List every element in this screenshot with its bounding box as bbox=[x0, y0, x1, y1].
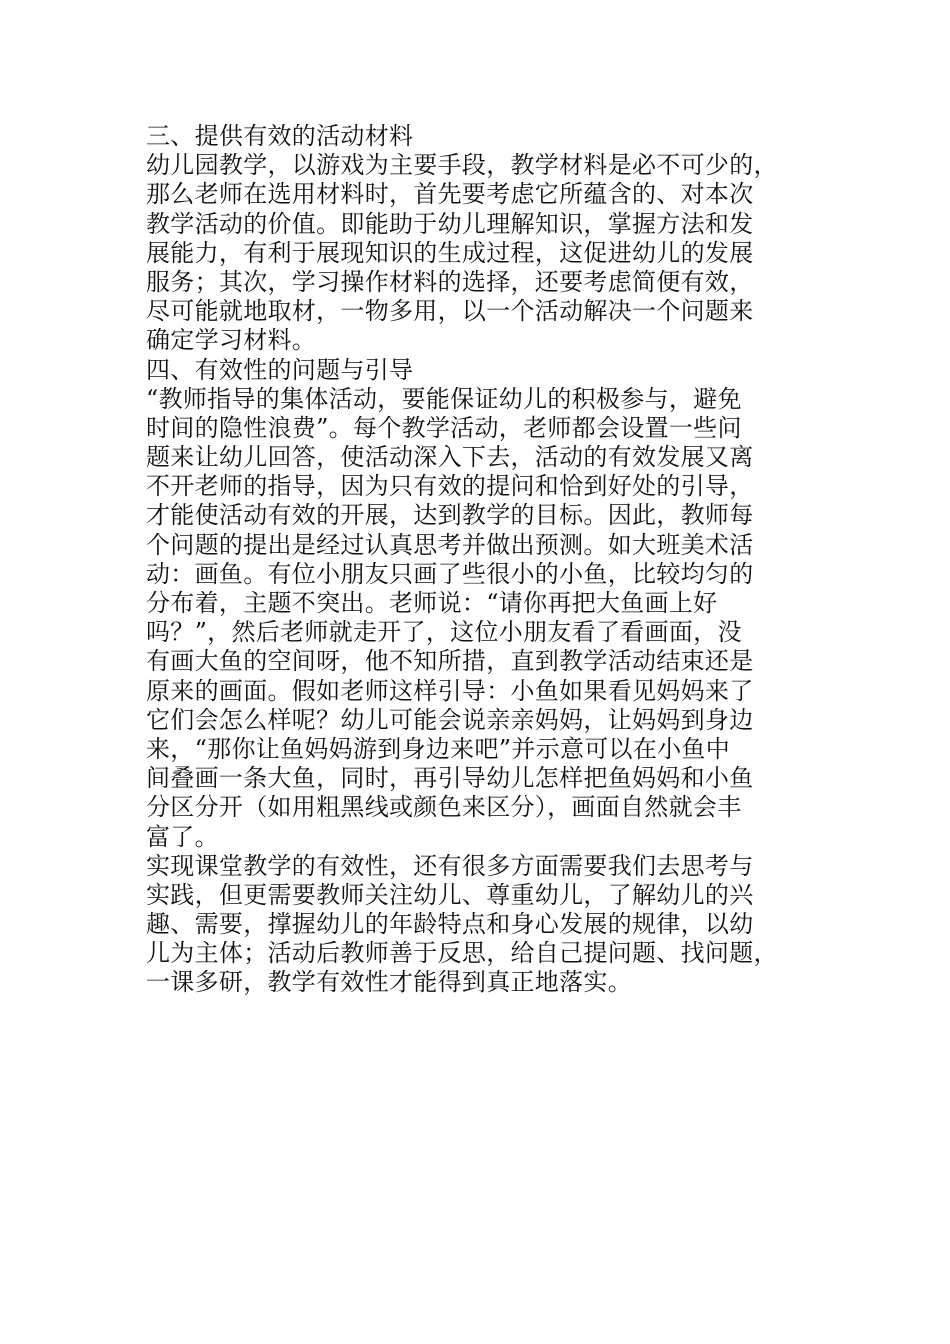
paragraph-line: 儿为主体；活动后教师善于反思，给自己提问题、找问题， bbox=[146, 939, 778, 968]
paragraph-line: 个问题的提出是经过认真思考并做出预测。如大班美术活 bbox=[146, 530, 754, 559]
paragraph-line: 吗？”，然后老师就走开了，这位小朋友看了看画面，没 bbox=[146, 618, 742, 647]
section-heading-4: 四、有效性的问题与引导 bbox=[146, 355, 414, 384]
paragraph-line: 时间的隐性浪费”。每个教学活动，老师都会设置一些问 bbox=[146, 413, 742, 442]
paragraph-line: 教学活动的价值。即能助于幼儿理解知识，掌握方法和发 bbox=[146, 209, 754, 238]
paragraph-line: 有画大鱼的空间呀，他不知所措，直到教学活动结束还是 bbox=[146, 647, 754, 676]
paragraph-line: 幼儿园教学，以游戏为主要手段，教学材料是必不可少的， bbox=[146, 151, 778, 180]
paragraph-line: 动：画鱼。有位小朋友只画了些很小的小鱼，比较均匀的 bbox=[146, 559, 754, 588]
paragraph-line: 一课多研，教学有效性才能得到真正地落实。 bbox=[146, 968, 632, 997]
paragraph-line: 实践，但更需要教师关注幼儿、尊重幼儿，了解幼儿的兴 bbox=[146, 880, 754, 909]
paragraph-line: 原来的画面。假如老师这样引导：小鱼如果看见妈妈来了 bbox=[146, 676, 754, 705]
paragraph-line: 题来让幼儿回答，使活动深入下去，活动的有效发展又离 bbox=[146, 443, 754, 472]
paragraph-line: 展能力，有利于展现知识的生成过程，这促进幼儿的发展 bbox=[146, 238, 754, 267]
paragraph-line: 服务；其次，学习操作材料的选择，还要考虑简便有效， bbox=[146, 267, 754, 296]
document-body bbox=[146, 122, 806, 998]
section-heading-3: 三、提供有效的活动材料 bbox=[146, 122, 414, 150]
paragraph-line: 间叠画一条大鱼，同时，再引导幼儿怎样把鱼妈妈和小鱼 bbox=[146, 764, 754, 793]
paragraph-line: 分布着，主题不突出。老师说：“请你再把大鱼画上好 bbox=[146, 589, 718, 617]
paragraph-line: 尽可能就地取材，一物多用，以一个活动解决一个问题来 bbox=[146, 297, 754, 326]
paragraph-line: 实现课堂教学的有效性，还有很多方面需要我们去思考与 bbox=[146, 851, 754, 880]
paragraph-line: 那么老师在选用材料时，首先要考虑它所蕴含的、对本次 bbox=[146, 180, 754, 209]
paragraph-line: “教师指导的集体活动，要能保证幼儿的积极参与，避免 bbox=[146, 384, 742, 413]
paragraph-line: 它们会怎么样呢？幼儿可能会说亲亲妈妈，让妈妈到身边 bbox=[146, 705, 754, 734]
paragraph-line: 趣、需要，撑握幼儿的年龄特点和身心发展的规律，以幼 bbox=[146, 910, 754, 939]
paragraph-line: 确定学习材料。 bbox=[146, 326, 317, 355]
paragraph-line: 来，“那你让鱼妈妈游到身边来吧”并示意可以在小鱼中 bbox=[146, 734, 731, 763]
paragraph-line: 不开老师的指导，因为只有效的提问和恰到好处的引导， bbox=[146, 472, 754, 501]
paragraph-line: 才能使活动有效的开展，达到教学的目标。因此，教师每 bbox=[146, 501, 754, 530]
paragraph-line: 富了。 bbox=[146, 822, 219, 851]
paragraph-line: 分区分开（如用粗黑线或颜色来区分），画面自然就会丰 bbox=[146, 793, 742, 822]
